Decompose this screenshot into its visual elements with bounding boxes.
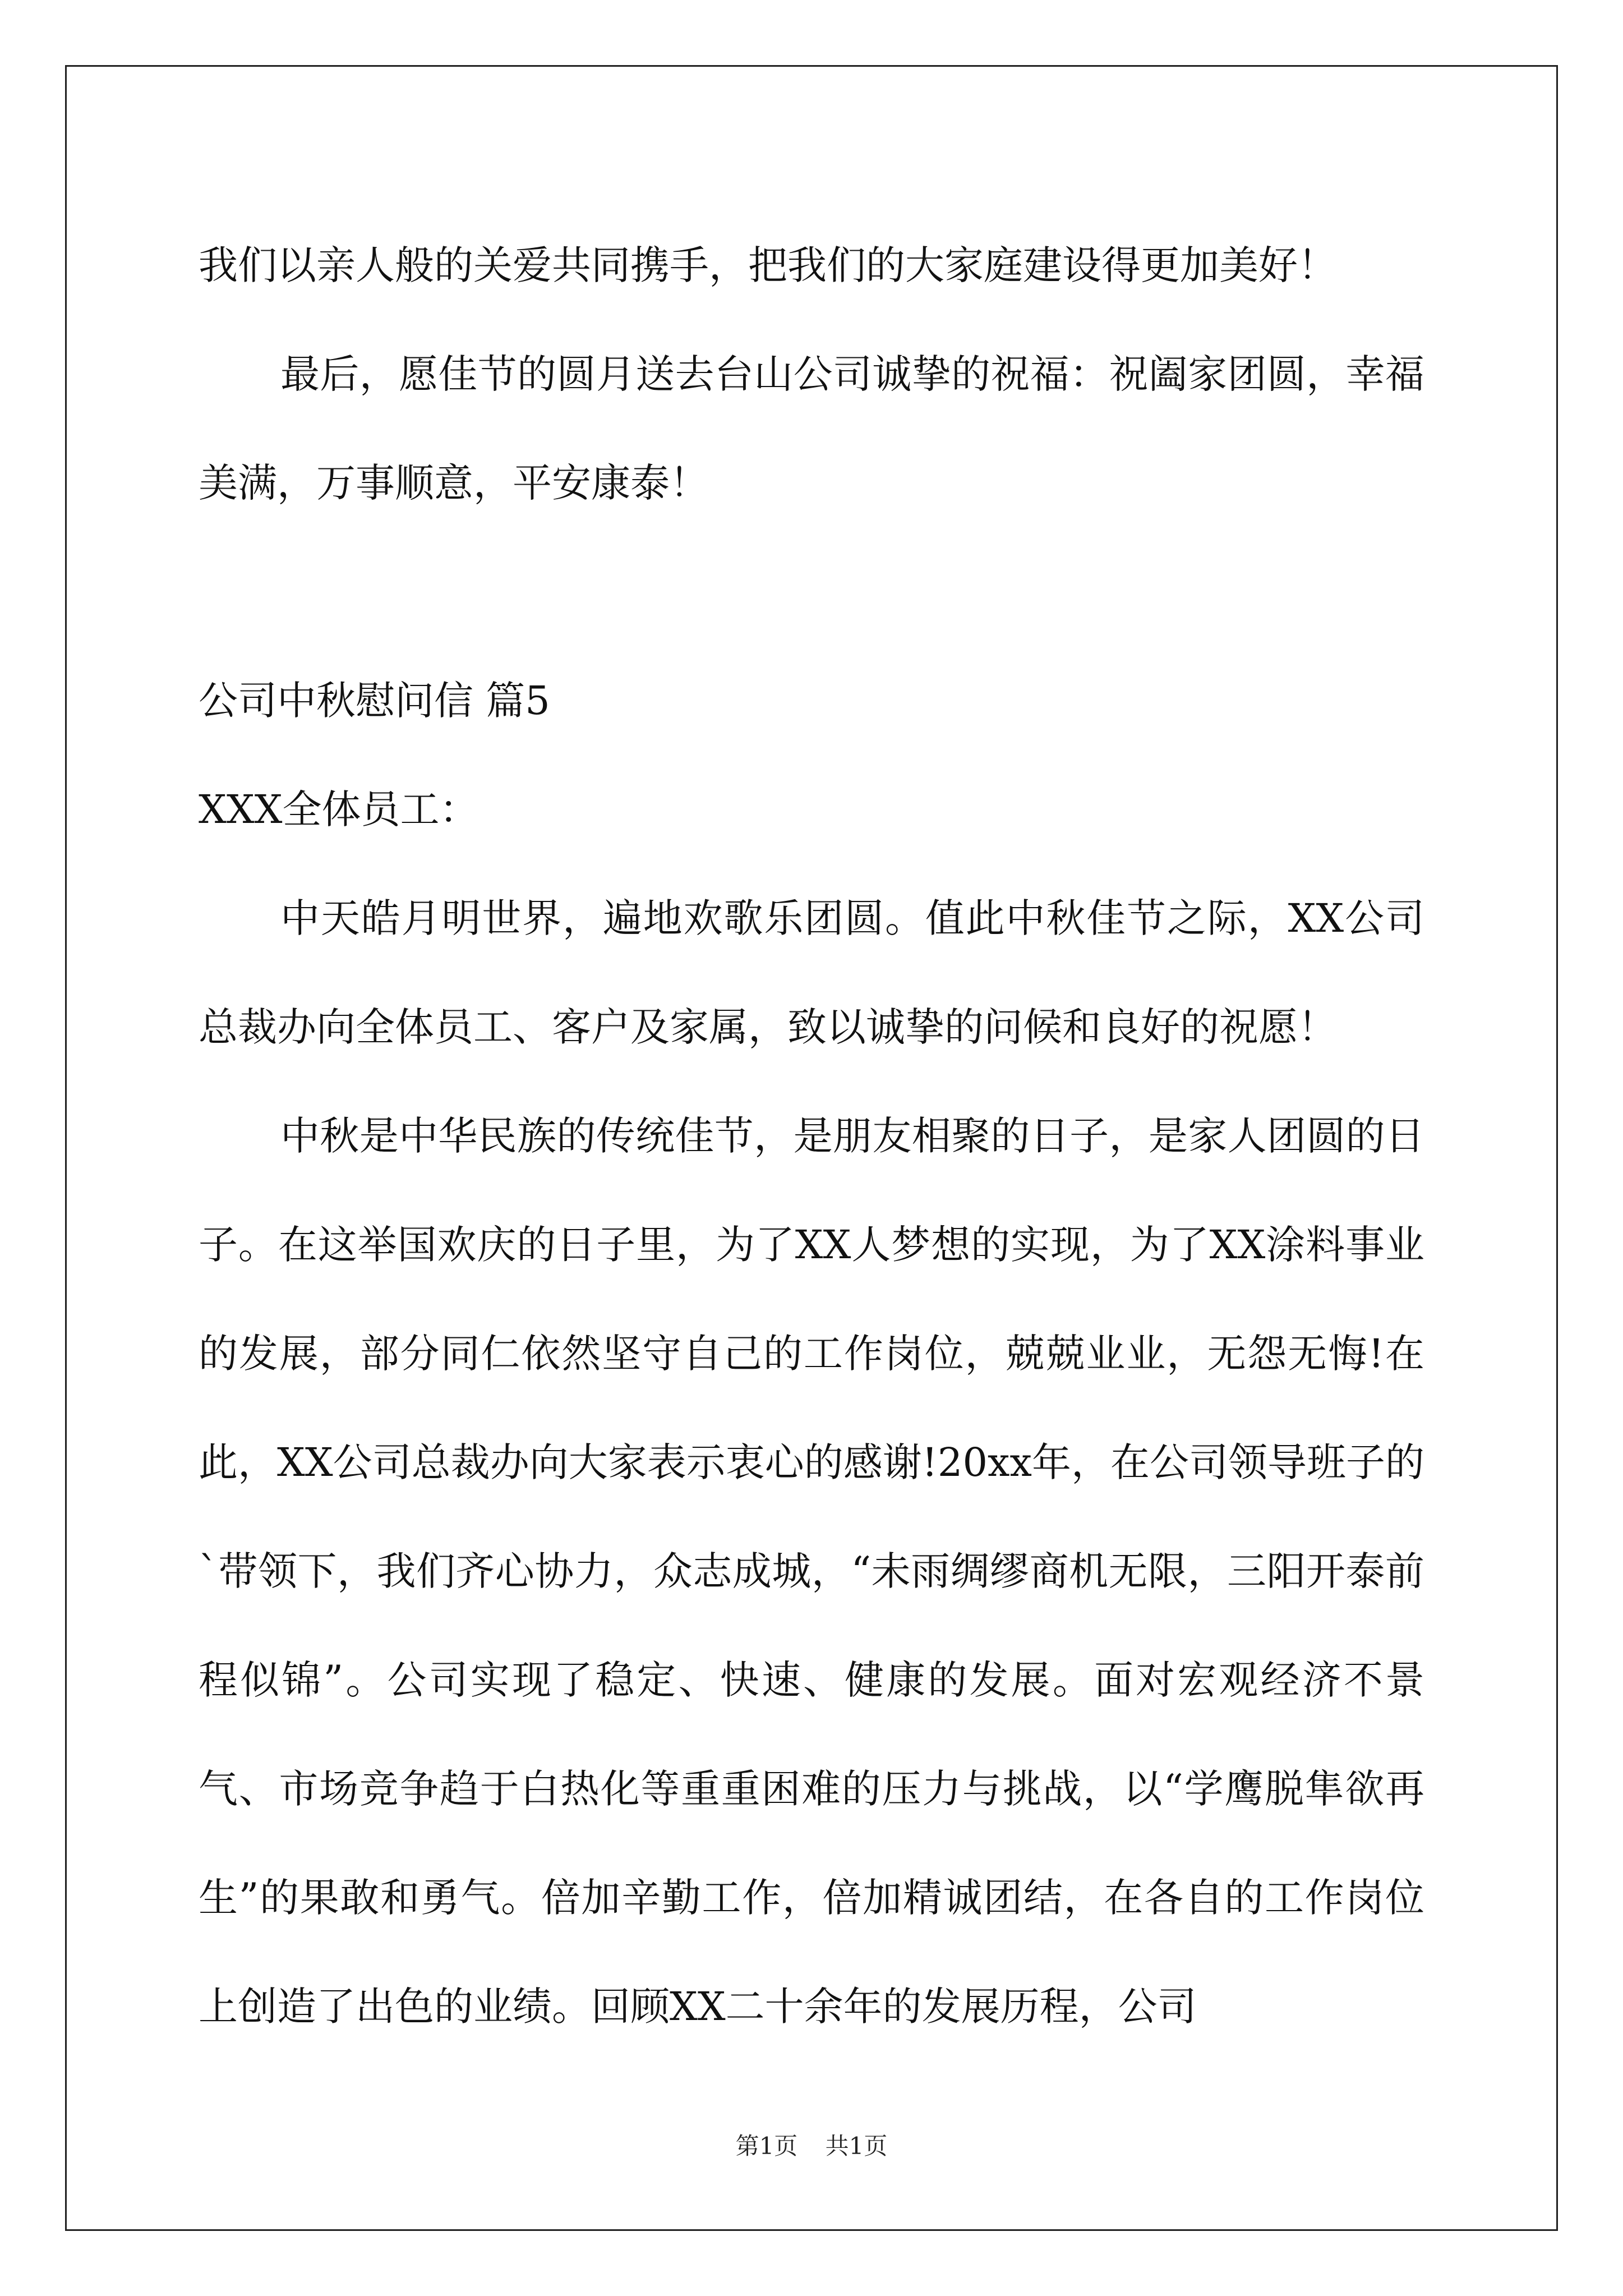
page-number: 第1页 <box>735 2132 798 2160</box>
salutation: XXX全体员工： <box>199 786 479 832</box>
paragraph-closing-line: 我们以亲人般的关爱共同携手，把我们的大家庭建设得更加美好！ <box>199 242 1337 288</box>
document-body <box>199 211 1424 2061</box>
paragraph-final-wishes: 最后，愿佳节的圆月送去台山公司诚挚的祝福：祝阖家团圆，幸福美满，万事顺意，平安康泰！ <box>199 351 1424 506</box>
page-footer <box>0 2129 1623 2163</box>
paragraph-greeting: 中天皓月明世界，遍地欢歌乐团圆。值此中秋佳节之际，XX公司总裁办向全体员工、客户及家属，致以诚挚的问候和良好的祝愿！ <box>199 895 1424 1050</box>
paragraph-body: 中秋是中华民族的传统佳节，是朋友相聚的日子，是家人团圆的日子。在这举国欢庆的日子里，为了XX人梦想的实现，为了XX涂料事业的发展，部分同仁依然坚守自己的工作岗位，兢兢业业，无怨无悔!在此，XX公司总裁办向大家表示衷心的感谢!20xx年，在公司领导班子的`带领下，我们齐心协力，众志成城，“未雨绸缪商机无限，三阳开泰前程似锦”。公司实现了稳定、快速、健康的发展。面对宏观经济不景气、市场竞争趋于白热化等重重困难的压力与挑战，以“学鹰脱隼欲再生”的果敢和勇气。倍加辛勤工作，倍加精诚团结，在各自的工作岗位上创造了出色的业绩。回顾XX二十余年的发展历程，公司 <box>199 1113 1424 2030</box>
section-heading: 公司中秋慰问信 篇5 <box>199 678 550 724</box>
page-total: 共1页 <box>825 2132 888 2160</box>
